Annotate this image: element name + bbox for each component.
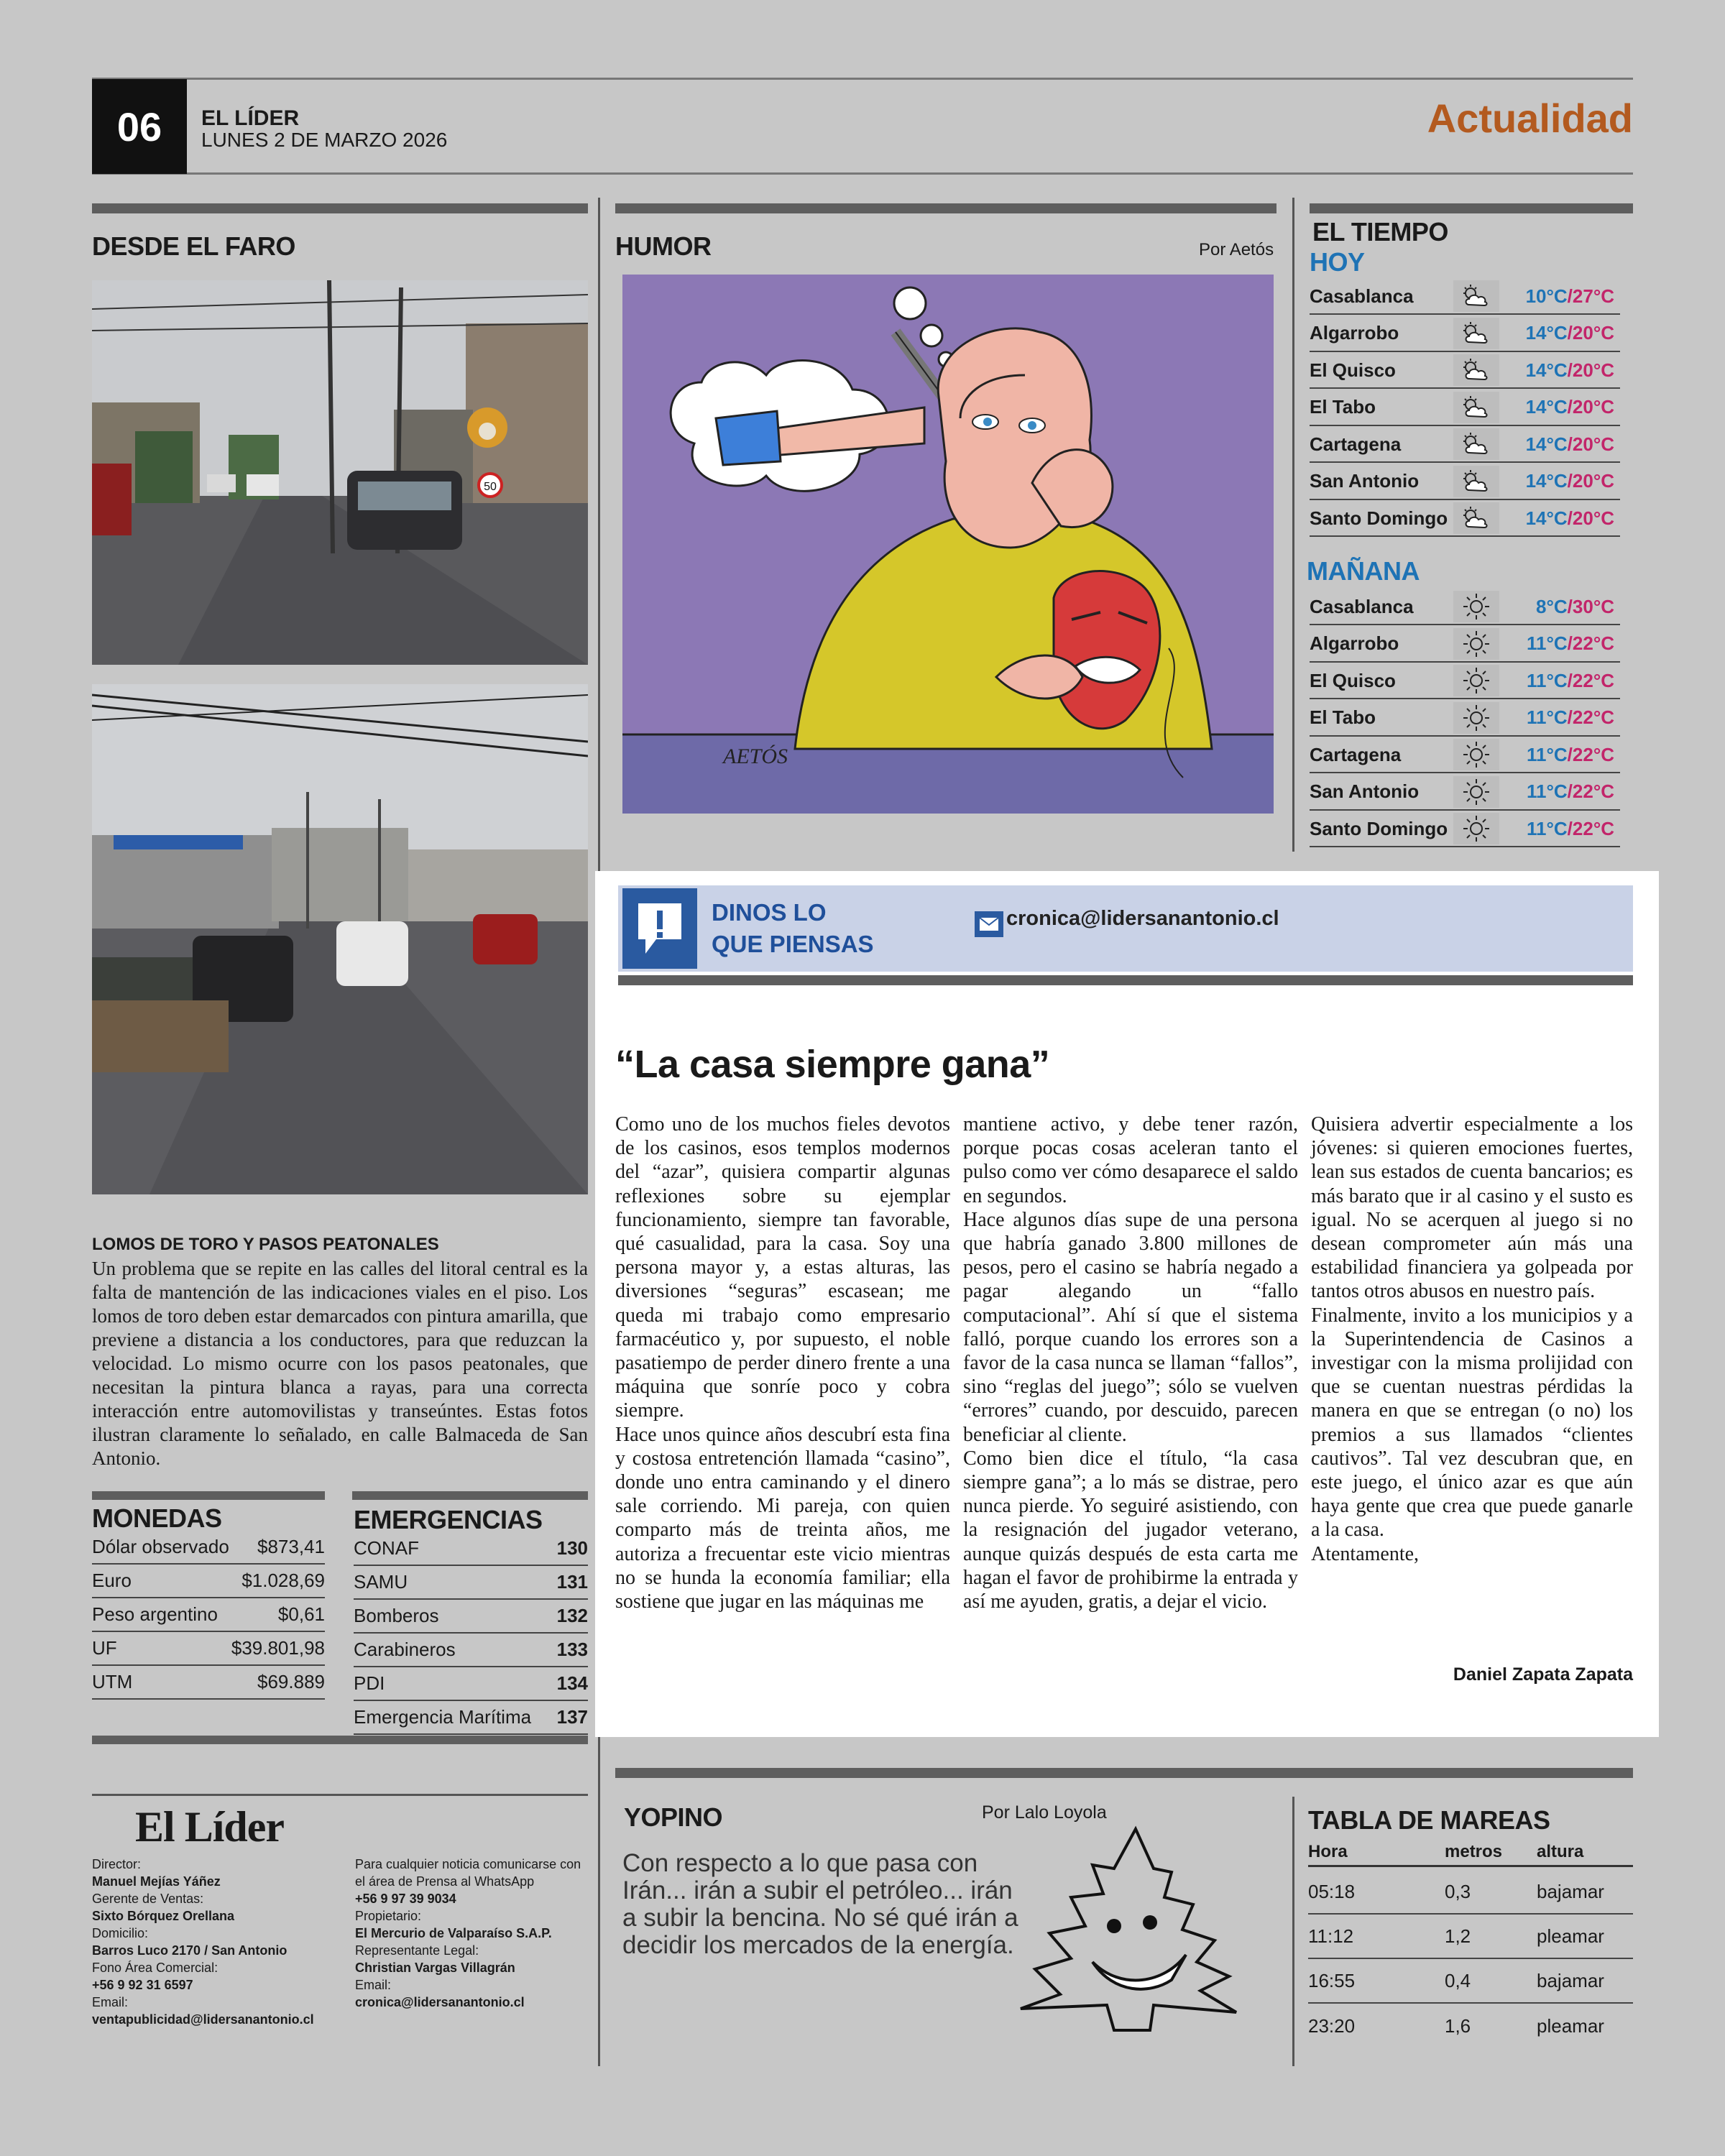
partly-cloudy-icon: [1453, 318, 1499, 349]
emergency-row: Carabineros 133: [354, 1634, 588, 1667]
banner-line-1: DINOS LO: [712, 899, 827, 926]
sun-icon: [1453, 776, 1499, 808]
moneda-row: UTM $69.889: [92, 1666, 325, 1700]
cartoon-signature: AETÓS: [723, 745, 788, 768]
weather-tomorrow-label: MAÑANA: [1307, 556, 1420, 586]
weather-row: [1310, 663, 1620, 699]
letter-signature: Daniel Zapata Zapata: [1453, 1664, 1633, 1685]
weather-city: El Quisco: [1310, 359, 1396, 381]
weather-row: [1310, 589, 1620, 625]
partly-cloudy-icon: [1453, 354, 1499, 386]
weather-row: [1310, 279, 1620, 315]
marea-row: 11:12 1,2 pleamar: [1308, 1915, 1633, 1959]
emergency-row: Emergencia Marítima 137: [354, 1701, 588, 1735]
partly-cloudy-icon: [1453, 280, 1499, 312]
moneda-row: Dólar observado $873,41: [92, 1531, 325, 1565]
sun-icon: [1453, 665, 1499, 696]
letters-email-link[interactable]: cronica@lidersanantonio.cl: [1006, 907, 1279, 930]
weather-city: Casablanca: [1310, 595, 1414, 617]
emergency-row: PDI 134: [354, 1667, 588, 1701]
street-photo-2: [92, 684, 588, 1194]
weather-row: [1310, 501, 1620, 537]
sun-icon: [1453, 628, 1499, 660]
masthead-logo: El Líder: [135, 1803, 285, 1851]
weather-temp: 14°C/20°C: [1525, 396, 1614, 418]
weather-row: [1310, 811, 1620, 847]
weather-temp: 14°C/20°C: [1525, 507, 1614, 529]
weather-city: Santo Domingo: [1310, 817, 1448, 839]
issue-date: LUNES 2 DE MARZO 2026: [201, 129, 448, 151]
desde-el-faro-heading: DESDE EL FARO: [92, 231, 295, 261]
weather-city: El Tabo: [1310, 396, 1376, 418]
weather-today-label: HOY: [1310, 247, 1365, 277]
caption-title: LOMOS DE TORO Y PASOS PEATONALES: [92, 1235, 439, 1254]
mareas-header-row: Hora metros altura: [1308, 1838, 1633, 1867]
weather-row: [1310, 775, 1620, 811]
weather-row: [1310, 353, 1620, 389]
emergency-row: CONAF 130: [354, 1532, 588, 1566]
humor-author: Por Aetós: [1199, 240, 1274, 259]
sun-icon: [1453, 739, 1499, 770]
speed-limit-sign: 50: [484, 481, 497, 493]
yopino-text: Con respecto a lo que pasa con Irán... irán a subir el petróleo... irán a subir la bencina. No sé qué irán a decidir los mercados de la energía.: [622, 1849, 1018, 1959]
marea-row: 23:20 1,6 pleamar: [1308, 2014, 1604, 2037]
emergency-row: SAMU 131: [354, 1566, 588, 1600]
yopino-author: Por Lalo Loyola: [982, 1802, 1107, 1823]
emergencias-heading: EMERGENCIAS: [354, 1505, 543, 1534]
humor-heading: HUMOR: [615, 231, 712, 261]
weather-temp: 11°C/22°C: [1527, 817, 1614, 839]
emergencias-table: [354, 1532, 588, 1735]
sun-icon: [1453, 702, 1499, 734]
marea-row: 05:18 0,3 bajamar: [1308, 1870, 1633, 1915]
humor-cartoon: [622, 275, 1274, 814]
letter-column-2: mantiene activo, y debe tener razón, porque pocas cosas aceleran tanto el pulso como ver cómo desaparece el saldo en segundos. Hace algunos días supe de una persona que habría ganado 3.800 millones de pesos, pero el casino se habría negado a pagar alegando un “fallo computacional”. Ahí sí que el sistema falló, porque cuando los errores son a favor de la casa nunca se llaman “fallos”, sino “reglas del juego”; sólo se vuelven “errores” cuando, por descuido, parecen beneficiar al cliente. Como bien dice el título, “la casa siempre gana”; a lo más se distrae, pero nunca pierde. Yo seguiré asistiendo, con la resignación del jugador veterano, aunque quizás después de esta carta me hagan el favor de prohibirme la entrada y así me ayuden, gratis, a dejar el vicio.: [963, 1113, 1298, 1613]
partly-cloudy-icon: [1453, 466, 1499, 497]
weather-city: El Quisco: [1310, 669, 1396, 691]
alert-icon: [622, 888, 697, 969]
caption-text: Un problema que se repite en las calles del litoral central es la falta de mantención de las indicaciones viales en el piso. Los lomos de toro deben estar demarcados con pintura amarilla, que previene a distancia a los conductores, para que reduzcan la velocidad. Lo mismo ocurre con los pasos peatonales, que necesitan la pintura blanca a rayas, para una correcta interacción entre automovilistas y transeúntes. Estas fotos ilustran claramente lo señalado, en calle Balmaceda de San Antonio.: [92, 1258, 588, 1469]
moneda-row: Euro $1.028,69: [92, 1565, 325, 1598]
masthead-right: Para cualquier noticia comunicarse con el área de Prensa al WhatsApp +56 9 97 39 9034 Propietario: El Mercurio de Valparaíso S.A.P. Representante Legal: Christian Vargas Villagrán Email: cronica@lidersanantonio.cl: [355, 1857, 581, 2009]
mareas-heading: TABLA DE MAREAS: [1308, 1805, 1550, 1835]
yopino-tree-icon: [1006, 1825, 1251, 2034]
mareas-table: [1308, 1870, 1633, 2048]
weather-temp: 11°C/22°C: [1527, 706, 1614, 728]
page-number: 06: [92, 79, 187, 174]
partly-cloudy-icon: [1453, 428, 1499, 460]
letter-column-1: Como uno de los muchos fieles devotos de los casinos, esos templos modernos del “azar”, quisiera compartir algunas reflexiones sobre su ejemplar funcionamiento, siempre tan favorable, qué casualidad, para la casa. Soy una persona mayor y, a estas alturas, las diversiones “seguras” escasean; me queda mi trabajo como empresario farmacéutico y, por supuesto, el noble pasatiempo de perder dinero frente a una máquina que sonríe poco y cobra siempre. Hace unos quince años descubrí esta fina y costosa entretención llamada “casino”, donde uno entra caminando y el dinero sale corriendo. Mi pareja, con quien comparto más de treinta años, me autoriza a frecuentar este vicio mientras no se hunda la economía familiar; ella sostiene que jugar en las máquinas me: [615, 1113, 950, 1613]
partly-cloudy-icon: [1453, 502, 1499, 534]
mail-icon: [975, 911, 1003, 937]
sun-icon: [1453, 591, 1499, 622]
weather-row: [1310, 701, 1620, 737]
marea-row: 16:55 0,4 bajamar: [1308, 1959, 1633, 2004]
weather-temp: 11°C/22°C: [1527, 743, 1614, 765]
partly-cloudy-icon: [1453, 392, 1499, 423]
letter-column-3: Quisiera advertir especialmente a los jóvenes: si quieren emociones fuertes, lean sus estados de cuenta bancarios; es más barato que ir al casino y el susto es igual. No se acerquen al juego si no desean comprometer aún más una estabilidad financiera ya golpeada por tantos otros abusos en nuestro país. Finalmente, invito a los municipios y a la Superintendencia de Casinos a investigar con la misma prolijidad con que se cuentan nuestras pérdidas la manera en que se entregan (o no) los premios a sus llamados “clientes cautivos”. Tal vez descubran que, en este juego, el único azar es que aún haya gente que crea que puede ganarle a la casa. Atentamente,: [1311, 1113, 1633, 1565]
weather-heading: EL TIEMPO: [1312, 217, 1448, 247]
sun-icon: [1453, 813, 1499, 844]
weather-city: Cartagena: [1310, 433, 1402, 455]
weather-city: Casablanca: [1310, 285, 1414, 307]
letter-title: “La casa siempre gana”: [615, 1043, 1050, 1086]
weather-temp: 10°C/27°C: [1525, 285, 1614, 307]
weather-row: [1310, 627, 1620, 663]
street-photo-1: [92, 280, 588, 665]
weather-temp: 11°C/22°C: [1527, 632, 1614, 654]
weather-city: Santo Domingo: [1310, 507, 1448, 529]
weather-temp: 11°C/22°C: [1527, 669, 1614, 691]
weather-city: Algarrobo: [1310, 322, 1399, 344]
weather-row: [1310, 737, 1620, 773]
weather-temp: 14°C/20°C: [1525, 470, 1614, 492]
weather-row: [1310, 390, 1620, 426]
publication-name: EL LÍDER: [201, 106, 300, 130]
section-title: Actualidad: [1427, 96, 1633, 141]
weather-city: El Tabo: [1310, 706, 1376, 728]
weather-row: [1310, 316, 1620, 352]
moneda-row: Peso argentino $0,61: [92, 1598, 325, 1632]
weather-city: Algarrobo: [1310, 632, 1399, 654]
monedas-table: [92, 1531, 325, 1700]
weather-city: San Antonio: [1310, 470, 1420, 492]
banner-line-2: QUE PIENSAS: [712, 931, 874, 957]
weather-city: Cartagena: [1310, 743, 1402, 765]
weather-temp: 14°C/20°C: [1525, 359, 1614, 381]
weather-temp: 14°C/20°C: [1525, 433, 1614, 455]
weather-row: [1310, 464, 1620, 500]
weather-row: [1310, 427, 1620, 463]
monedas-heading: MONEDAS: [92, 1503, 222, 1533]
moneda-row: UF $39.801,98: [92, 1632, 325, 1666]
emergency-row: Bomberos 132: [354, 1600, 588, 1634]
weather-city: San Antonio: [1310, 780, 1420, 802]
masthead-left: Director: Manuel Mejías Yáñez Gerente de Ventas: Sixto Bórquez Orellana Domicilio: Barros Luco 2170 / San Antonio Fono Área Comercial: +56 9 92 31 6597 Email: ventapublicidad@lidersanantonio.cl: [92, 1857, 314, 2027]
weather-temp: 8°C/30°C: [1536, 595, 1614, 617]
weather-temp: 14°C/20°C: [1525, 322, 1614, 344]
yopino-heading: YOPINO: [624, 1802, 723, 1832]
weather-temp: 11°C/22°C: [1527, 780, 1614, 802]
